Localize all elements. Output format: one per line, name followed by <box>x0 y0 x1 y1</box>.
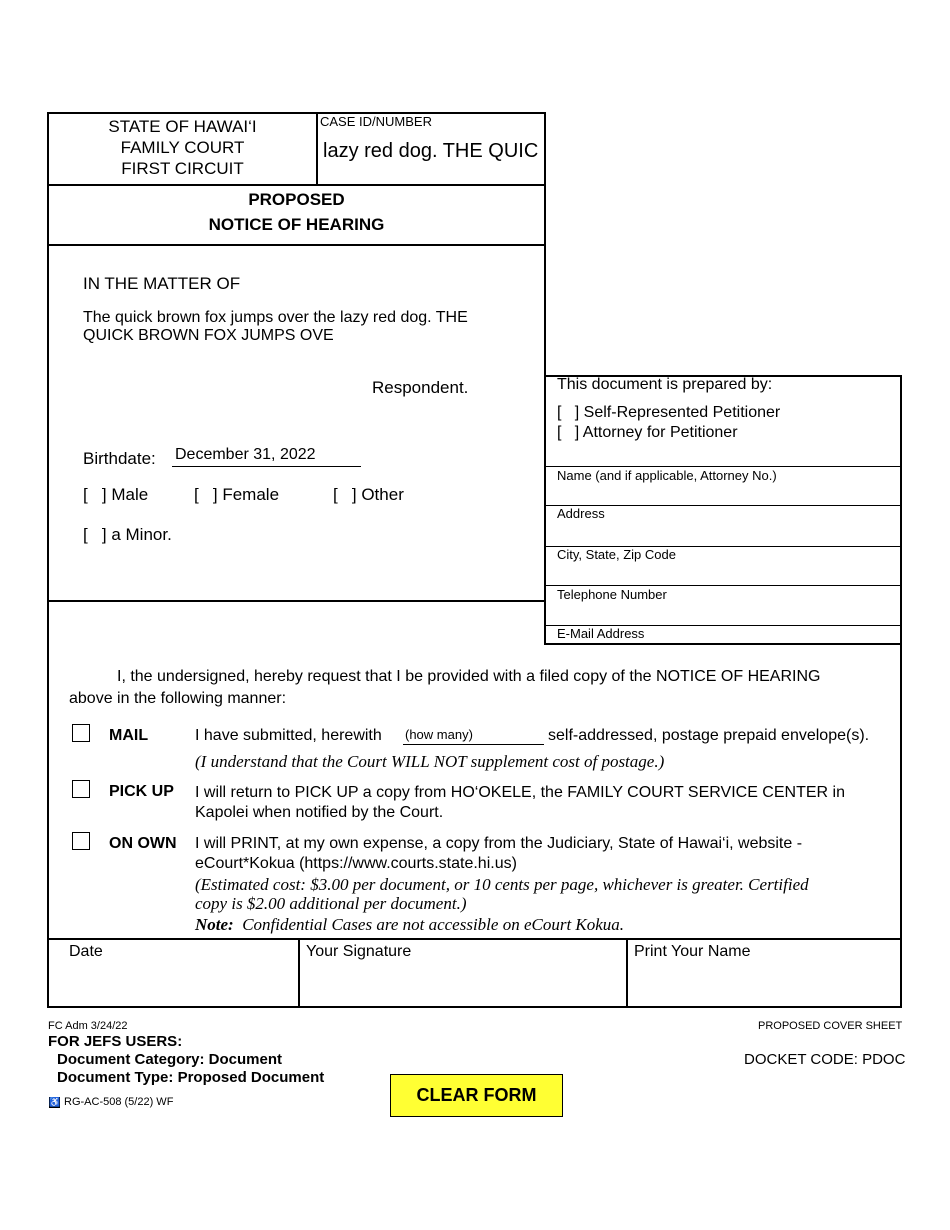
matter-left-border <box>47 244 49 602</box>
on-own-note2: copy is $2.00 additional per document.) <box>195 894 467 913</box>
birthdate-label: Birthdate: <box>83 449 156 468</box>
court-name <box>49 116 316 179</box>
on-own-note3 <box>195 915 624 935</box>
request-intro-line2: above in the following manner: <box>69 690 287 707</box>
matter-bottom-border <box>47 600 546 602</box>
request-left-border <box>47 600 49 940</box>
pickup-line2: Kapolei when notified by the Court. <box>195 804 444 821</box>
docket-code: DOCKET CODE: PDOC <box>744 1051 906 1068</box>
on-own-line2: eCourt*Kokua (https://www.courts.state.hi.us) <box>195 855 517 872</box>
case-id-field[interactable]: lazy red dog. THE QUIC <box>323 140 539 162</box>
print-name-label: Print Your Name <box>634 943 751 960</box>
court-division: FAMILY COURT <box>120 138 245 157</box>
attorney-checkbox[interactable]: [ ] Attorney for Petitioner <box>557 424 738 441</box>
pickup-label: PICK UP <box>109 783 174 800</box>
on-own-line1: I will PRINT, at my own expense, a copy from the Judiciary, State of Hawai‘i, website - <box>195 835 803 852</box>
accessibility-icon: ♿ <box>49 1097 61 1107</box>
preparer-heading: This document is prepared by: <box>557 376 773 393</box>
envelope-count-field[interactable] <box>403 726 544 745</box>
note-label: Note: <box>195 915 234 934</box>
city-label: City, State, Zip Code <box>557 547 676 562</box>
doc-category: Document Category: Document <box>57 1051 283 1068</box>
pickup-checkbox[interactable] <box>72 780 90 798</box>
clear-form-button[interactable]: CLEAR FORM <box>390 1074 563 1117</box>
matter-name-line1[interactable]: The quick brown fox jumps over the lazy red dog. THE <box>83 309 468 326</box>
request-right-border <box>900 643 902 940</box>
title-notice-of-hearing: NOTICE OF HEARING <box>208 215 385 234</box>
name-label: Name (and if applicable, Attorney No.) <box>557 468 777 483</box>
note-text: Confidential Cases are not accessible on eCourt Kokua. <box>233 915 625 934</box>
jefs-title: FOR JEFS USERS: <box>48 1033 183 1050</box>
cover-sheet-label: PROPOSED COVER SHEET <box>758 1020 903 1032</box>
mail-checkbox[interactable] <box>72 724 90 742</box>
mail-label: MAIL <box>109 727 149 744</box>
mail-note: (I understand that the Court WILL NOT supplement cost of postage.) <box>195 752 665 771</box>
birthdate-field[interactable] <box>172 446 361 467</box>
form-date: FC Adm 3/24/22 <box>48 1020 128 1032</box>
address-label: Address <box>557 506 605 521</box>
respondent-label: Respondent. <box>372 378 469 397</box>
envelope-count-hint: (how many) <box>405 727 473 742</box>
name-field-line[interactable] <box>546 466 901 467</box>
date-label: Date <box>69 943 103 960</box>
on-own-label: ON OWN <box>109 835 177 852</box>
on-own-note1: (Estimated cost: $3.00 per document, or 10 cents per page, whichever is greater. Certified <box>195 875 809 894</box>
matter-heading: IN THE MATTER OF <box>83 274 241 293</box>
court-circuit: FIRST CIRCUIT <box>121 159 244 178</box>
mail-text-b: self-addressed, postage prepaid envelope(s). <box>548 727 870 744</box>
case-id-label: CASE ID/NUMBER <box>320 114 432 129</box>
header-divider <box>316 112 318 186</box>
form-number: RG-AC-508 (5/22) WF <box>64 1096 174 1108</box>
doc-type: Document Type: Proposed Document <box>57 1069 325 1086</box>
gender-male-checkbox[interactable]: [ ] Male <box>83 485 149 504</box>
self-represented-checkbox[interactable]: [ ] Self-Represented Petitioner <box>557 404 781 421</box>
phone-label: Telephone Number <box>557 587 667 602</box>
court-state: STATE OF HAWAI‘I <box>108 117 257 136</box>
matter-name-line2[interactable]: QUICK BROWN FOX JUMPS OVE <box>83 327 334 344</box>
gender-female-checkbox[interactable]: [ ] Female <box>194 485 280 504</box>
on-own-checkbox[interactable] <box>72 832 90 850</box>
email-label: E-Mail Address <box>557 626 645 641</box>
phone-field-line[interactable] <box>546 585 901 586</box>
minor-checkbox[interactable]: [ ] a Minor. <box>83 525 172 544</box>
matter-right-border <box>544 244 546 376</box>
pickup-line1: I will return to PICK UP a copy from HO‘OKELE, the FAMILY COURT SERVICE CENTER in <box>195 784 845 801</box>
signature-label: Your Signature <box>306 943 412 960</box>
request-intro-line1: I, the undersigned, hereby request that I be provided with a filed copy of the NOTICE OF HEARING <box>117 668 821 685</box>
title-proposed: PROPOSED <box>248 190 345 209</box>
birthdate-value: December 31, 2022 <box>175 446 316 463</box>
mail-text-a: I have submitted, herewith <box>195 727 382 744</box>
gender-other-checkbox[interactable]: [ ] Other <box>333 485 404 504</box>
